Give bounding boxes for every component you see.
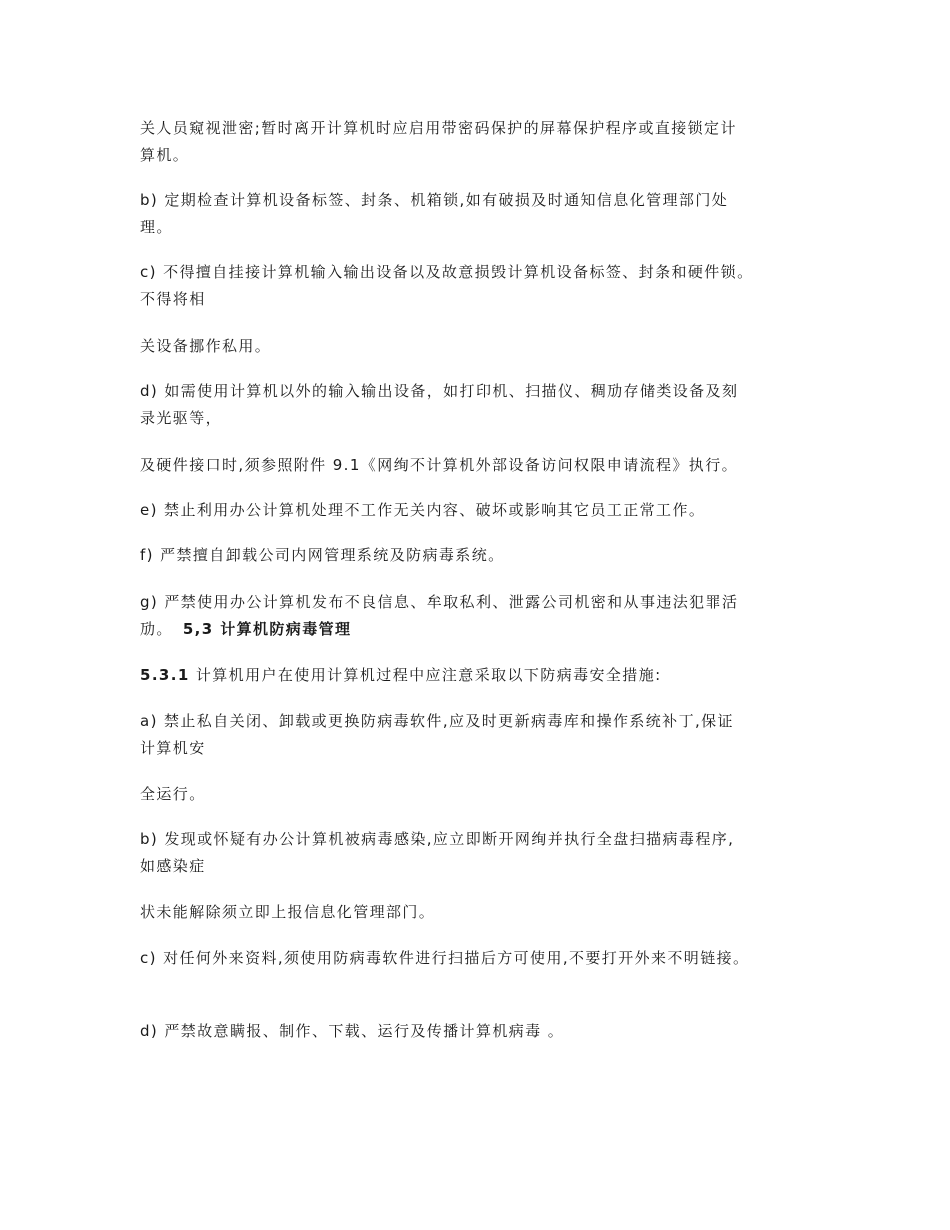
- text-line: a) 禁止私自关闭、卸载或更换防病毒软件,应及时更新病毒库和操作系统补丁,保证: [140, 712, 734, 730]
- paragraph-item-b-check-labels: [140, 187, 812, 241]
- paragraph-item-b-infection: [140, 826, 812, 880]
- text-line: 不得将相: [140, 290, 206, 308]
- paragraph-item-d-devices: [140, 378, 812, 432]
- paragraph-item-c-scan: [140, 945, 812, 972]
- text-line: 全运行。: [140, 785, 206, 803]
- paragraph-item-e-no-personal: [140, 497, 812, 524]
- text-line: d) 严禁故意瞒报、制作、下载、运行及传播计算机病毒 。: [140, 1022, 565, 1040]
- text-line: 计算机安: [140, 739, 206, 757]
- text-line: b) 定期检查计算机设备标签、封条、机箱锁,如有破损及时通知信息化管理部门处: [140, 191, 729, 209]
- paragraph-item-g-no-illegal: [140, 589, 812, 643]
- paragraph-item-d-no-virus: [140, 1018, 812, 1045]
- text-line: e) 禁止利用办公计算机处理不工作无关内容、破坏或影响其它员工正常工作。: [140, 501, 706, 519]
- text-line: d) 如需使用计算机以外的输入输出设备，如打印机、扫描仪、稠劢存储类设备及刻: [140, 382, 739, 400]
- text-line: b) 发现或怀疑有办公计算机被病毒感染,应立即断开网绚并执行全盘扫描病毒程序,: [140, 830, 735, 848]
- text-fragment: 劢。: [140, 620, 173, 638]
- text-line: 录光驱等，: [140, 409, 223, 427]
- text-line: c) 对任何外来资料,须使用防病毒软件进行扫描后方可使用,不要打开外来不明链接。: [140, 949, 750, 967]
- text-line: 关人员窥视泄密;暂时离开计算机时应启用带密码保护的屏幕保护程序或直接锁定计: [140, 119, 737, 137]
- paragraph-item-f-no-uninstall: [140, 542, 812, 569]
- clause-number: 5.3.1: [140, 666, 190, 684]
- paragraph-5-3-1: [140, 662, 812, 689]
- text-line: f) 严禁擅自卸载公司内网管理系统及防病毒系统。: [140, 546, 505, 564]
- text-line: c) 不得擅自挂接计算机输入输出设备以及故意损毁计算机设备标签、封条和硬件锁。: [140, 263, 754, 281]
- text-fragment: 计算机用户在使用计算机过程中应注意采取以下防病毒安全措施:: [189, 666, 662, 684]
- paragraph-private-use: [140, 333, 812, 360]
- text-line: 如感染症: [140, 857, 206, 875]
- text-line: g) 严禁使用办公计算机发布不良信息、牟取私利、泄露公司机密和从事违法犯罪活: [140, 593, 739, 611]
- paragraph-item-c-no-attach: [140, 259, 812, 313]
- paragraph-screen-lock: [140, 115, 812, 169]
- text-line: 状未能解除须立即上报信息化管理部门。: [140, 903, 436, 921]
- text-line: 关设备挪作私用。: [140, 337, 272, 355]
- paragraph-report: [140, 899, 812, 926]
- paragraph-item-a-antivirus: [140, 708, 812, 762]
- paragraph-safe-run: [140, 781, 812, 808]
- paragraph-interface-access: [140, 452, 812, 479]
- text-line: 理。: [140, 218, 173, 236]
- text-line: 算机。: [140, 146, 190, 164]
- text-line: 及硬件接口时,须参照附件 9.1《网绚不计算机外部设备访问权限申请流程》执行。: [140, 456, 738, 474]
- text-line: [140, 662, 812, 689]
- section-heading-antivirus: 5,3 计算机防病毒管理: [182, 620, 352, 638]
- text-line: [140, 616, 812, 643]
